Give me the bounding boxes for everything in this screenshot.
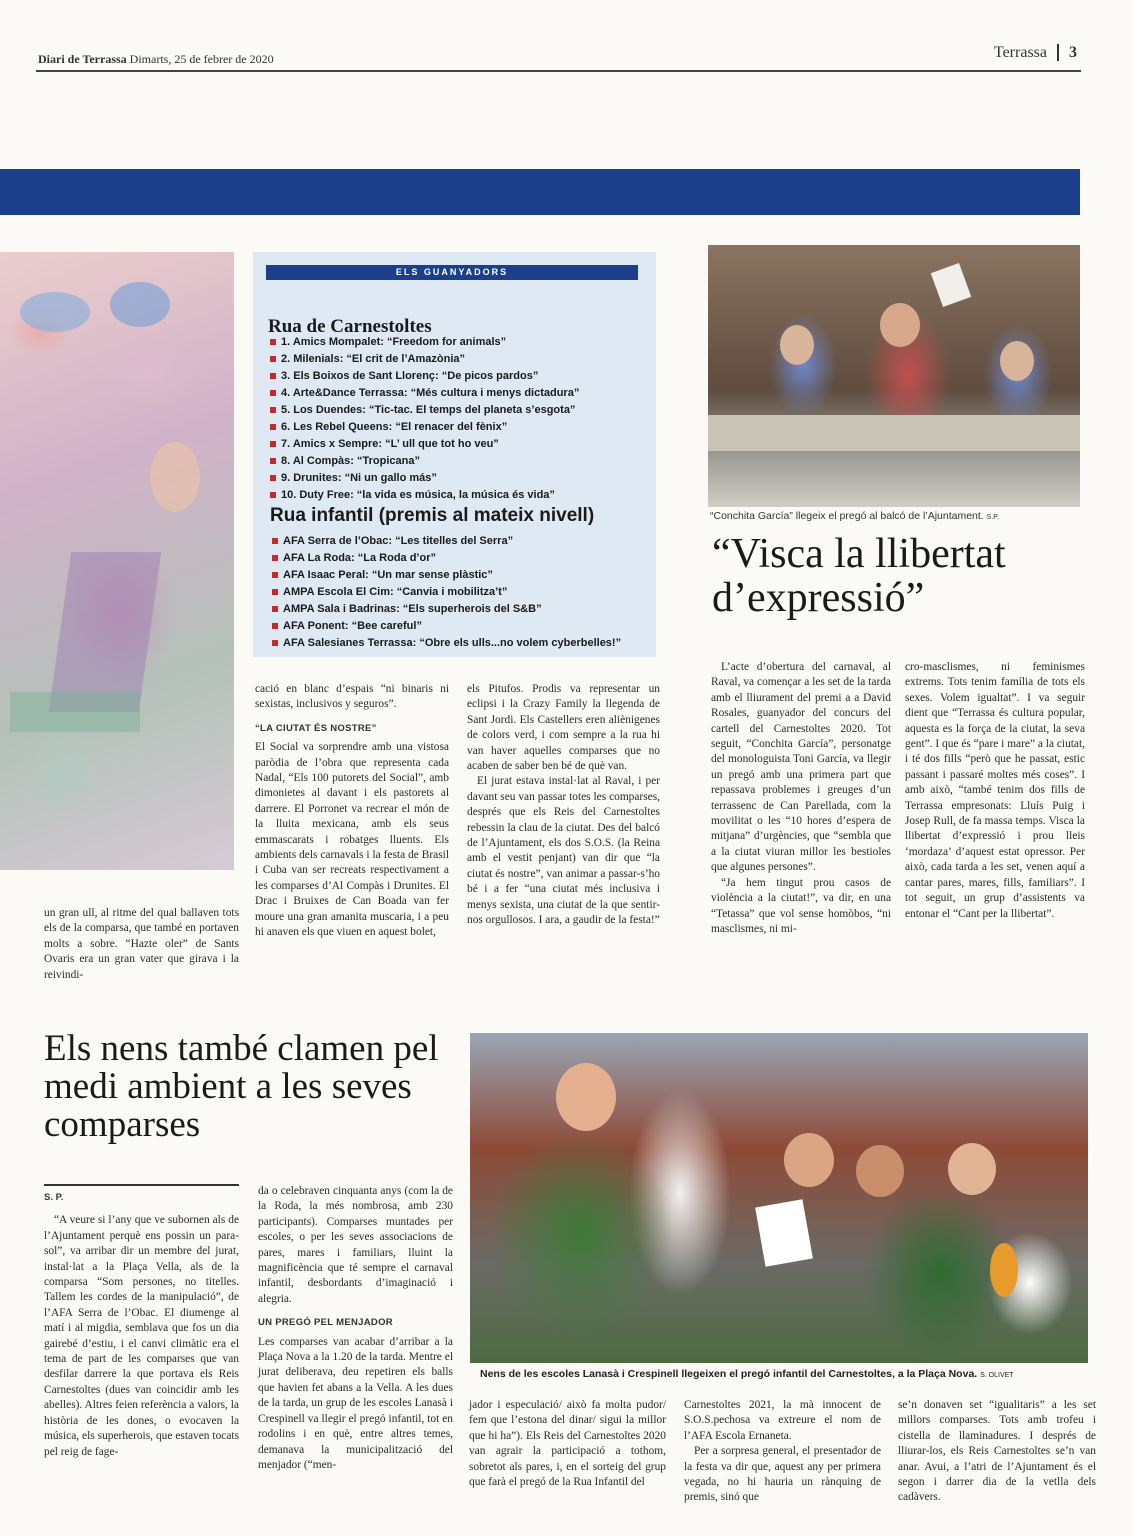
story1-col1: un gran ull, al ritme del qual ballaven tots els de la comparsa, que també en portaven molts a sobre. “Hazte oler” de Sants Ovaris era un gran vater que girava i la reivindi- xyxy=(44,907,239,981)
bullet-icon xyxy=(272,606,278,612)
list-item: AFA Isaac Peral: “Un mar sense plàstic” xyxy=(272,567,621,584)
bullet-icon xyxy=(270,492,276,498)
children-photo-caption: Nens de les escoles Lanasà i Crespinell llegeixen el pregó infantil del Carnestoltes, a la Plaça Nova. S. OLIVET xyxy=(480,1368,1014,1380)
story2-headline: “Visca la llibertat d’expressió” xyxy=(712,531,1006,621)
story1-col3: els Pitufos. Prodis va representar un eclipsi i la Crazy Family la llegenda de Sant Jordi. Els Castellers eren aliènigenes de colors verd, i com sempre a la rua hi van haver aquelles comparses que no acaben de saber ben bé de què van. El jurat estava instal·lat al Raval, i per davant seu van passar totes les comparses, després que els Reis del Carnestoltes rebessin la clau de la ciutat. Des del balcó de l’Ajuntament, els dos S.O.S. (la Reina amb el vestit penjant) van dir que “la ciutat és nostre”, van animar a passar-s’ho bé i a fer “una ciutat més inclusiva i menys sexista, una ciutat de la que sentir-nos orgullosos. I ara, a gaudir de la festa!” xyxy=(467,683,660,927)
balcony-photo-caption: “Conchita García” llegeix el pregó al balcó de l’Ajuntament. S.P. xyxy=(710,510,999,522)
bullet-icon xyxy=(272,555,278,561)
story2-col1: L’acte d’obertura del carnaval, al Raval, va començar a les set de la tarda amb el lliurament del premi a a David Rosales, guanyador del concurs del cartell del Carnestoltes 2020. Tot seguit, “Conchita García”, personatge del monologuista Toni García, va llegir un pregó amb una primera part que repassava problemes i greuges d’un terrassenc de Can Parellada, com la movilitat o les “10 hores d’espera de mitjana” d’urgències, que “sembla que a la ciutat viuran millor les bestioles que algunes persones”. “Ja hem tingut prou casos de violència a la ciutat!”, va dir, en una “Tetassa” que vol sense homòbos, “ni masclismes, ni mi- xyxy=(711,661,891,935)
list-item: 7. Amics x Sempre: “L’ ull que tot ho veu” xyxy=(270,436,579,453)
bullet-icon xyxy=(270,424,276,430)
infantil-title: Rua infantil (premis al mateix nivell) xyxy=(270,505,595,526)
list-item: 8. Al Compàs: “Tropicana” xyxy=(270,453,579,470)
list-item: AMPA Escola El Cim: “Canvia i mobilitza’t” xyxy=(272,584,621,601)
story3-subhead: UN PREGÓ PEL MENJADOR xyxy=(258,1317,393,1329)
story3-headline: Els nens també clamen pel medi ambient a les seves comparses xyxy=(44,1028,439,1145)
story2-col2: cro-masclismes, ni feminismes extrems. Tots tenim família de tots els sexes. Volem igualtat”. I va seguir dient que “Terrassa és cultura popular, aquesta es la força de la ciutat, la seva gent”. I que és “pare i mare” a la ciutat, i té dos fills “però que he passat, estic passant i passaré moltes més coses”. I amb això, “també tenim dos fills de Terrassa empresonats: Lluís Puig i Josep Rull, de fa massa temps. Visca la llibertat d’expressió i prou lleis ‘mordaza’ d’aquest estat opressor. Per això, cada tarda a les set, venen aquí a cantar pares, mares, fills, familiars”. I tot seguit, un grup d’assistents va entonar el “Cant per la llibertat”. xyxy=(905,661,1085,920)
balcony-photo xyxy=(708,245,1080,507)
bullet-icon xyxy=(272,623,278,629)
children-photo xyxy=(470,1033,1088,1363)
bullet-icon xyxy=(270,458,276,464)
paper-name: Diari de Terrassa xyxy=(38,52,127,66)
winners-tag: ELS GUANYADORS xyxy=(266,265,638,280)
bullet-icon xyxy=(270,390,276,396)
list-item: 10. Duty Free: “la vida es música, la música és vida” xyxy=(270,487,579,504)
bullet-icon xyxy=(270,339,276,345)
story3-col3: jador i especulació/ això fa molta pudor/ fem que l’estona del dinar/ sigui la millor que hi ha”). Els Reis del Carnestoltes 2020 van agrair la participació a tothom, sobretot als pares, i, en el sorteig del grup que farà el pregó de la Rua Infantil del xyxy=(469,1399,666,1489)
bullet-icon xyxy=(270,373,276,379)
balcony-photo-credit: S.P. xyxy=(986,514,999,521)
bullet-icon xyxy=(270,441,276,447)
rua-winners-list xyxy=(270,334,579,504)
list-item: AFA Serra de l’Obac: “Les titelles del Serra” xyxy=(272,533,621,550)
bullet-icon xyxy=(272,589,278,595)
list-item: AMPA Sala i Badrinas: “Els superherois del S&B” xyxy=(272,601,621,618)
story3-col2: da o celebraven cinquanta anys (com la de la Roda, la més nombrosa, amb 230 participants). Comparses muntades per escoles, o per les seves associacions de pares, mares i familiars, lluint la magnificència que té sempre el carnaval infantil, desbordants d’imaginació i alegria. UN PREGÓ PEL MENJADOR Les comparses van acabar d’arribar a la Plaça Nova a la 1.20 de la tarda. Mentre el jurat deliberava, deu repetiren els balls que havien fet abans a la Vella. A les dues de la tarda, un grup de les escoles Lanasà i Crespinell va llegir el pregó infantil, tot en rodolins i en què, entre altres temes, demanava la municipalització del menjador (“men- xyxy=(258,1185,453,1471)
story3-byline: S. P. xyxy=(44,1184,239,1205)
bullet-icon xyxy=(272,640,278,646)
section-name: Terrassa xyxy=(993,44,1047,61)
story3-col5: se’n donaven set “igualitaris” a les set millors comparses. Tots amb trofeu i cistella de llaminadures. I després de lliurar-los, els Reis Carnestoltes se’n van anar. Avui, a l’atri de l’Ajuntament és el segon i darrer dia de la vetlla dels cadàvers. xyxy=(898,1399,1096,1504)
story3-col4: Carnestoltes 2021, la mà innocent de S.O.S.pechosa va extreure el nom de l’AFA Escola Ernaneta. Per a sorpresa general, el presentador de la festa va dir que, aquest any per primera vegada, no hi hauria un rànquing de premis, sinó que xyxy=(684,1399,881,1504)
carnival-photo-left xyxy=(0,252,234,870)
story3-col1: S. P. “A veure si l’any que ve subornen als de l’Ajuntament perquè ens possin un para-sol”, va arribar dir un membre del jurat, instal·lat a la Plaça Vella, als de la comparsa “Som persones, no titelles. Tallem les cordes de la manipulació”, de l’AFA Serra de l’Obac. El diumenge al matí i al migdia, semblava que fos un dia gairebé d’estiu, i el canvi climàtic era el tema de part de les comparses que van desfilar darrere la que portava els Reis Carnestoltes (dues van coincidir amb les abelles). Altres feien referència a valors, la història de les dones, o evocaven la música, els superherois, que estaven tocats pel reig de fage- xyxy=(44,1184,239,1460)
list-item: 4. Arte&Dance Terrassa: “Més cultura i menys dictadura” xyxy=(270,385,579,402)
bullet-icon xyxy=(270,356,276,362)
list-item: AFA Ponent: “Bee careful” xyxy=(272,618,621,635)
children-photo-credit: S. OLIVET xyxy=(980,1372,1014,1379)
bullet-icon xyxy=(272,572,278,578)
rua-title: Rua de Carnestoltes xyxy=(268,316,432,337)
list-item: 9. Drunites: “Ni un gallo más” xyxy=(270,470,579,487)
story1-subhead: “LA CIUTAT ÉS NOSTRE” xyxy=(255,722,377,734)
header-rule xyxy=(36,70,1081,72)
list-item: AFA La Roda: “La Roda d’or” xyxy=(272,550,621,567)
list-item: 5. Los Duendes: “Tic-tac. El temps del planeta s’esgota” xyxy=(270,402,579,419)
bullet-icon xyxy=(270,475,276,481)
page-header-right xyxy=(994,44,1077,62)
bullet-icon xyxy=(270,407,276,413)
list-item: 6. Les Rebel Queens: “El renacer del fènix” xyxy=(270,419,579,436)
page-number: 3 xyxy=(1057,44,1077,61)
infantil-winners-list xyxy=(272,533,621,652)
list-item: AFA Salesianes Terrassa: “Obre els ulls...no volem cyberbelles!” xyxy=(272,635,621,652)
bullet-icon xyxy=(272,538,278,544)
story1-col2: cació en blanc d’espais “ni binaris ni sexistas, inclusivos y seguros”. “LA CIUTAT ÉS NOSTRE” El Social va sorprendre amb una vistosa paròdia de l’obra que representa cada Nadal, “Els 100 putorets del Social”, amb dimonietes al davant i els pastorets al darrere. El Porronet va recrear el món de la lluita mexicana, amb els seus emmascarats i robatges lluents. Els ambients dels carnavals i la festa de Brasil i Cuba van ser recreats respectivament a les comparses d’Al Compàs i Drunites. El Drac i Bruixes de Can Boada van fer moure una gran amanita muscaria, i a peu hi anaven els que viuen en aquest bolet, xyxy=(255,683,449,939)
list-item: 1. Amics Mompalet: “Freedom for animals” xyxy=(270,334,579,351)
list-item: 2. Milenials: “El crit de l’Amazònia” xyxy=(270,351,579,368)
page-header-left xyxy=(38,52,274,67)
list-item: 3. Els Boixos de Sant Llorenç: “De picos pardos” xyxy=(270,368,579,385)
section-banner xyxy=(0,169,1080,215)
issue-date: Dimarts, 25 de febrer de 2020 xyxy=(129,52,274,66)
